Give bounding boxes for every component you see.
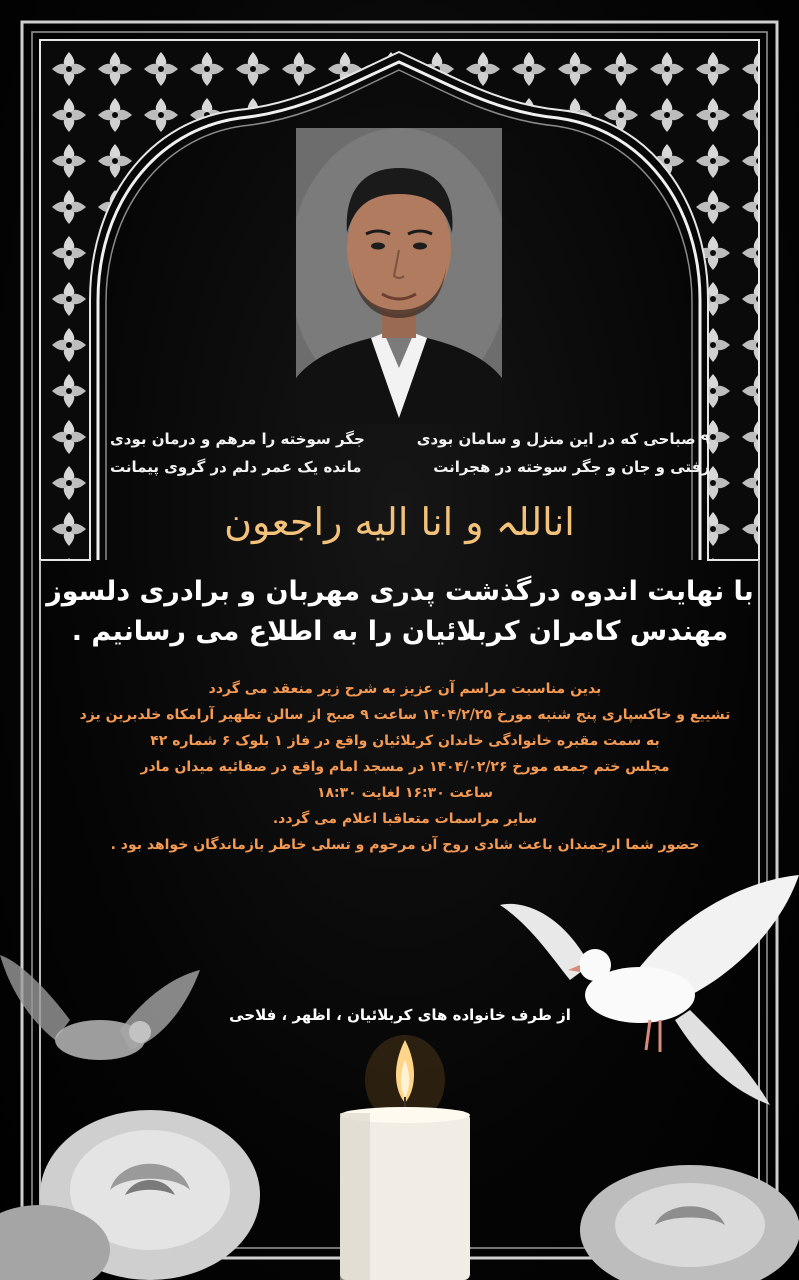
details-line: مجلس ختم جمعه مورخ ۱۴۰۴/۰۲/۲۶ در مسجد امام واقع در صفائیه میدان مادر — [140, 759, 670, 775]
announcement-line-2: مهندس کامران کربلائیان را به اطلاع می رسانیم . — [71, 616, 729, 647]
poem-hemistich: ۹ صباحی که در این منزل و سامان بودی — [416, 430, 710, 448]
family-signature: از طرف خانواده های کربلائیان ، اظهر ، فلاحی — [229, 1006, 571, 1024]
portrait-photo — [296, 128, 502, 424]
poem-hemistich: رفتی و جان و جگر سوخته در هجرانت — [433, 458, 710, 476]
quran-verse: اناللہ و انا الیه راجعون — [224, 500, 575, 544]
details-line: سایر مراسمات متعاقبا اعلام می گردد. — [272, 811, 538, 827]
details-line: تشییع و خاکسپاری پنج شنبه مورخ ۱۴۰۴/۲/۲۵ ساعت ۹ صبح از سالن تطهیر آرامکاه خلدبرین یزد — [79, 707, 731, 723]
portrait-photo-icon — [296, 128, 502, 424]
dove-icon — [0, 950, 200, 1100]
details-line: ساعت ۱۶:۳۰ لغایت ۱۸:۳۰ — [316, 785, 494, 801]
details-line: حضور شما ارجمندان باعث شادی روح آن مرحوم و تسلی خاطر بازماندگان خواهد بود . — [110, 837, 700, 853]
dove-icon — [500, 870, 799, 1110]
details-line: به سمت مقبره خانوادگی خاندان کربلائیان واقع در فاز ۱ بلوک ۶ شماره ۴۲ — [150, 733, 660, 749]
poem-line-1 — [110, 430, 710, 454]
poem-hemistich: مانده یک عمر دلم در گروی پیمانت — [110, 458, 362, 476]
poem-hemistich: جگر سوخته را مرهم و درمان بودی — [110, 430, 365, 448]
rose-icon — [0, 1100, 300, 1280]
rose-icon — [560, 1150, 799, 1280]
poem-line-2 — [110, 458, 710, 482]
details-line: بدین مناسبت مراسم آن عزیز به شرح زیر منعقد می گردد — [208, 681, 602, 697]
ceremony-details — [60, 676, 750, 858]
candle-icon — [330, 1035, 480, 1280]
announcement-line-1: با نهایت اندوه درگذشت پدری مهربان و برادری دلسوز — [46, 576, 754, 607]
